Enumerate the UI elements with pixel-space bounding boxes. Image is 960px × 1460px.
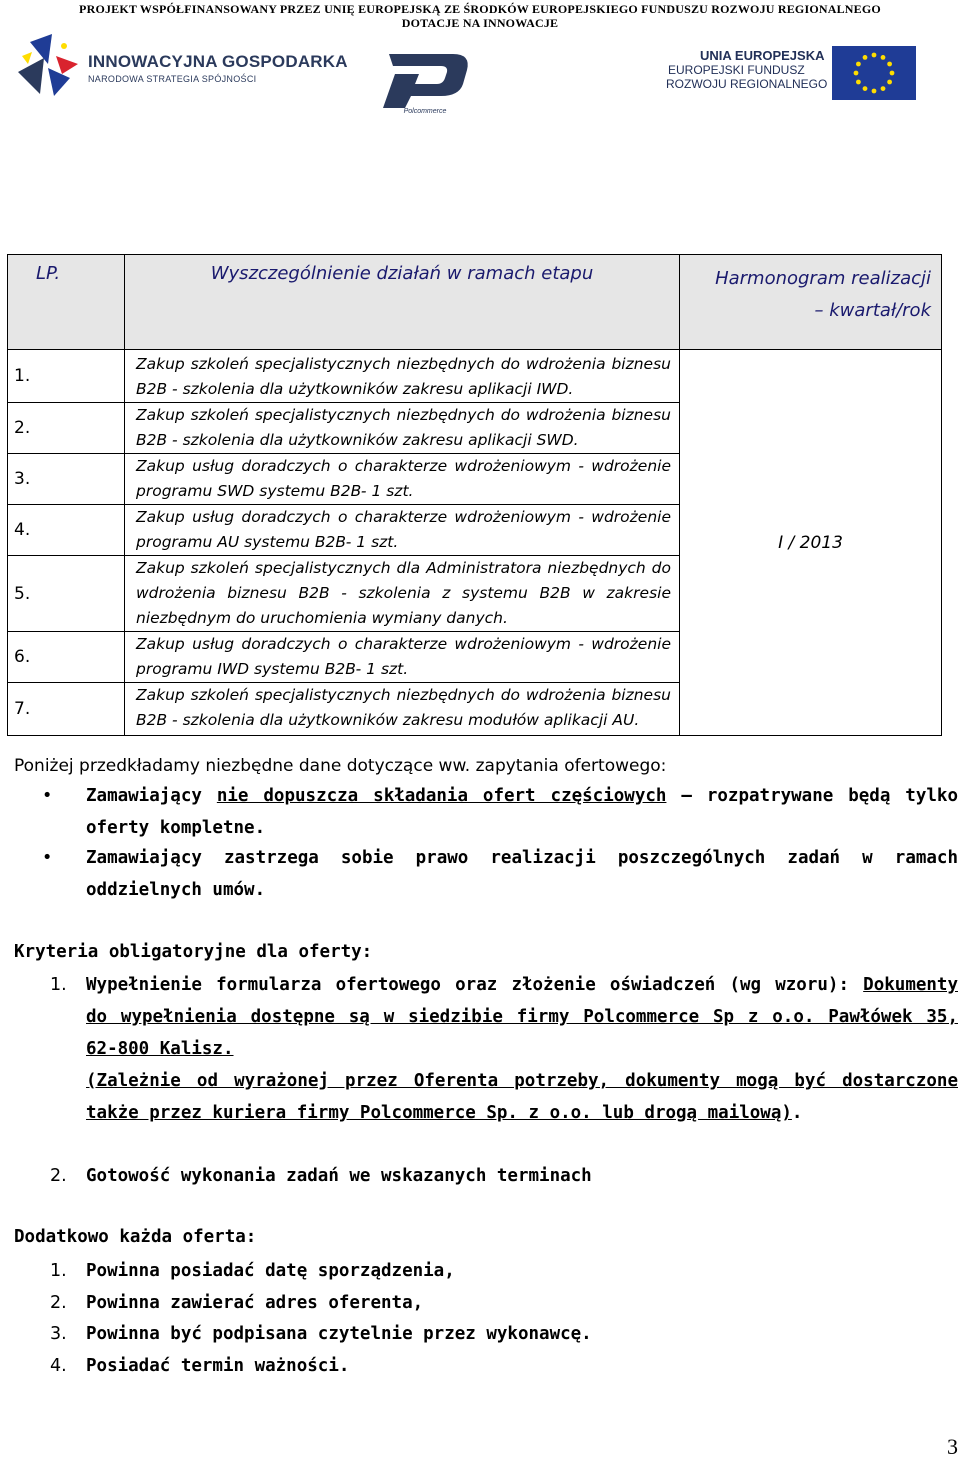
ue-fund-line: EUROPEJSKI FUNDUSZ <box>668 63 805 77</box>
item-number: 3. <box>50 1324 67 1344</box>
item-number: 4. <box>50 1356 67 1376</box>
table-header-row <box>8 255 942 350</box>
bullet-icon: • <box>42 848 53 868</box>
criteria-item-2 <box>50 1160 958 1192</box>
header-project-line: PROJEKT WSPÓŁFINANSOWANY PRZEZ UNIĘ EUROPEJSKĄ ZE ŚRODKÓW EUROPEJSKIEGO FUNDUSZU ROZWOJU REGIONALNEGO <box>79 2 881 16</box>
item-text: Powinna posiadać datę sporządzenia, <box>86 1261 455 1281</box>
polcommerce-p-icon <box>375 52 475 114</box>
additional-item <box>50 1287 958 1319</box>
unia-europejska-logo <box>662 44 918 102</box>
item-text: Powinna zawierać adres oferenta, <box>86 1293 424 1313</box>
item-text: Posiadać termin ważności. <box>86 1356 350 1376</box>
row-description: Zakup usług doradczych o charakterze wdrożeniowym - wdrożenie programu SWD systemu B2B- 1 szt. <box>125 454 680 505</box>
header-lp: LP. <box>8 255 125 350</box>
bullet-item-partial-offers <box>42 780 958 844</box>
item-number: 1. <box>50 1261 67 1281</box>
item-text-address: Dokumenty do wypełnienia dostępne są w siedzibie firmy Polcommerce Sp z o.o. Pawłówek 35, 62-800 Kalisz. <box>86 975 958 1059</box>
row-description: Zakup szkoleń specjalistycznych dla Administratora niezbędnych do wdrożenia biznesu B2B - szkolenia z systemu B2B w zakresie niezbędnym do uruchomienia wymiany danych. <box>125 556 680 632</box>
criteria-item-1 <box>50 969 958 1129</box>
bullet-item-separate-contracts <box>42 842 958 906</box>
polcommerce-caption: Polcommerce <box>403 108 447 114</box>
item-text: Gotowość wykonania zadań we wskazanych terminach <box>86 1166 592 1186</box>
ue-title: UNIA EUROPEJSKA <box>700 48 825 63</box>
schedule-table <box>7 254 942 736</box>
header-program-line: DOTACJE NA INNOWACJE <box>401 16 559 30</box>
additional-title: Dodatkowo każda oferta: <box>14 1227 257 1247</box>
additional-item <box>50 1350 958 1382</box>
additional-item <box>50 1318 958 1350</box>
bullet-text-end: – rozpatrywane będą tylko oferty kompletne. <box>86 786 958 838</box>
item-number: 1. <box>50 975 67 995</box>
header-description: Wyszczególnienie działań w ramach etapu <box>125 255 680 350</box>
innowacyjna-emblem-icon <box>18 34 84 104</box>
row-description: Zakup usług doradczych o charakterze wdrożeniowym - wdrożenie programu AU systemu B2B- 1 szt. <box>125 505 680 556</box>
header-schedule-line1: Harmonogram realizacji <box>715 268 931 289</box>
row-number: 2. <box>8 403 125 454</box>
intro-paragraph: Poniżej przedkładamy niezbędne dane dotyczące ww. zapytania ofertowego: <box>14 756 667 776</box>
innowacyjna-title: INNOWACYJNA GOSPODARKA <box>88 52 348 71</box>
item-text: Powinna być podpisana czytelnie przez wykonawcę. <box>86 1324 592 1344</box>
item-text <box>86 969 958 1129</box>
additional-item <box>50 1255 958 1287</box>
innowacyjna-gospodarka-logo <box>18 34 348 104</box>
row-description: Zakup szkoleń specjalistycznych niezbędnych do wdrożenia biznesu B2B - szkolenia dla użytkowników zakresu aplikacji IWD. <box>125 350 680 403</box>
innowacyjna-subtitle: NARODOWA STRATEGIA SPÓJNOŚCI <box>88 74 257 84</box>
row-description: Zakup szkoleń specjalistycznych niezbędnych do wdrożenia biznesu B2B - szkolenia dla użytkowników zakresu modułów aplikacji AU. <box>125 683 680 736</box>
item-number: 2. <box>50 1166 67 1186</box>
item-number: 2. <box>50 1293 67 1313</box>
table-row <box>8 350 942 403</box>
row-number: 5. <box>8 556 125 632</box>
header-schedule-line2: – kwartał/rok <box>814 300 931 321</box>
ue-region-line: ROZWOJU REGIONALNEGO <box>666 77 828 91</box>
item-text-note: (Zależnie od wyrażonej przez Oferenta potrzeby, dokumenty mogą być dostarczone także przez kuriera firmy Polcommerce Sp. z o.o. lub drogą mailową) <box>86 1071 958 1123</box>
item-text-end: . <box>791 1103 803 1123</box>
row-number: 6. <box>8 632 125 683</box>
bullet-text-start: Zamawiający <box>86 786 217 806</box>
row-number: 4. <box>8 505 125 556</box>
row-description: Zakup usług doradczych o charakterze wdrożeniowym - wdrożenie programu IWD systemu B2B- 1 szt. <box>125 632 680 683</box>
header-schedule <box>680 255 942 350</box>
polcommerce-logo <box>375 52 475 114</box>
eu-flag-icon <box>832 46 916 100</box>
item-text-start: Wypełnienie formularza ofertowego oraz złożenie oświadczeń (wg wzoru): <box>86 975 864 995</box>
bullet-text: Zamawiający zastrzega sobie prawo realizacji poszczególnych zadań w ramach oddzielnych umów. <box>86 848 958 900</box>
page-number: 3 <box>947 1434 958 1459</box>
criteria-title: Kryteria obligatoryjne dla oferty: <box>14 942 373 962</box>
bullet-icon: • <box>42 786 53 806</box>
schedule-value: I / 2013 <box>680 350 942 736</box>
bullet-text <box>86 780 958 844</box>
row-number: 1. <box>8 350 125 403</box>
row-number: 3. <box>8 454 125 505</box>
row-description: Zakup szkoleń specjalistycznych niezbędnych do wdrożenia biznesu B2B - szkolenia dla użytkowników zakresu aplikacji SWD. <box>125 403 680 454</box>
row-number: 7. <box>8 683 125 736</box>
bullet-text-underlined: nie dopuszcza składania ofert częściowych <box>216 786 667 806</box>
